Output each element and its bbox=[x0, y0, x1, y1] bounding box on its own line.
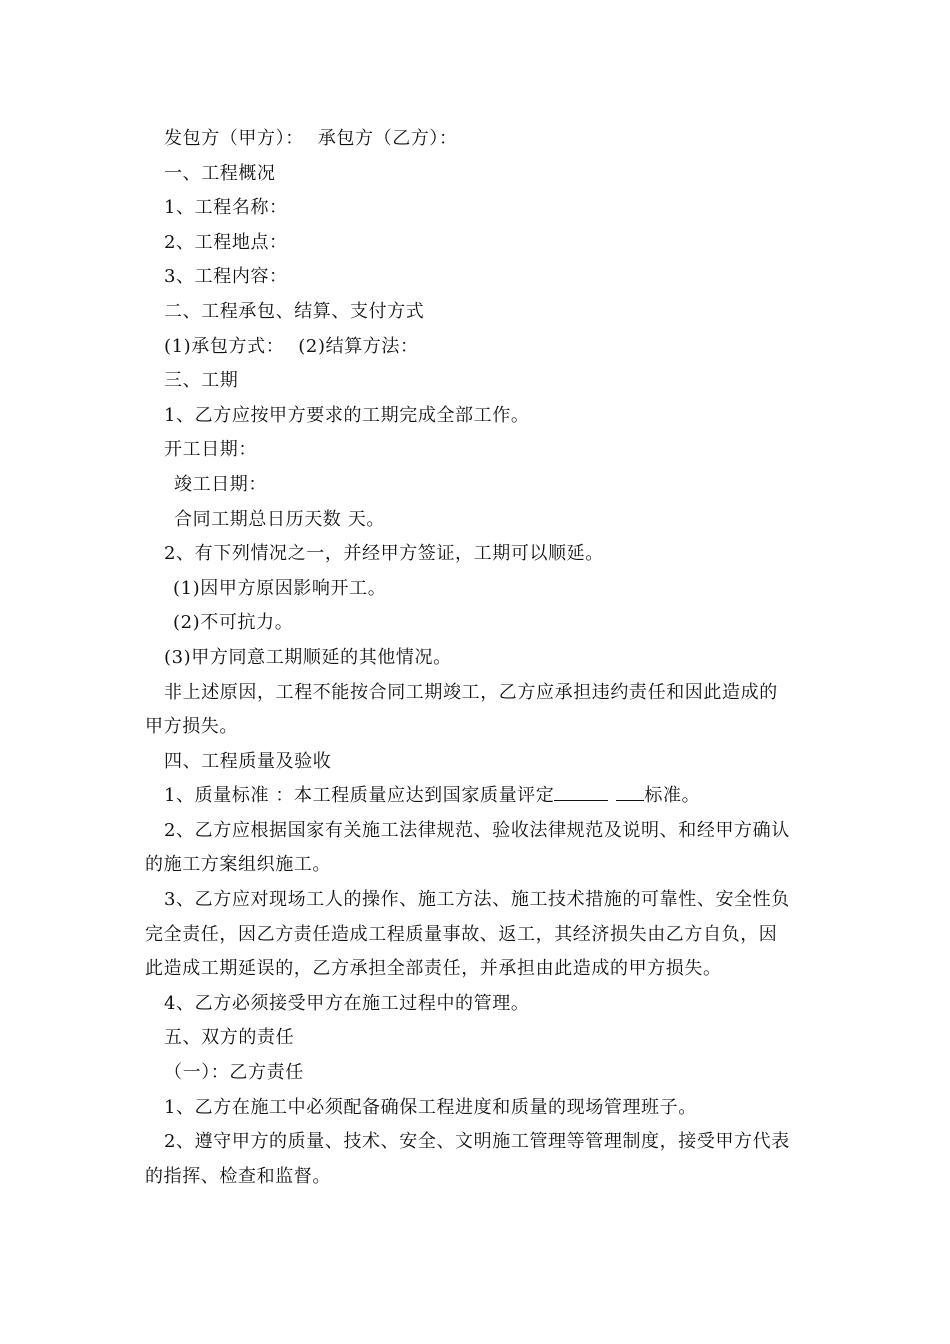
section-3-heading: 三、工期 bbox=[164, 370, 239, 392]
quality-standard-line bbox=[145, 779, 815, 814]
duties-paragraph-1: 1、乙方在施工中必须配备确保工程进度和质量的现场管理班子。 bbox=[164, 1096, 697, 1118]
quality-blank-2 bbox=[616, 785, 644, 801]
duties-paragraph-2-line-1: 2、遵守甲方的质量、技术、安全、文明施工管理等管理制度，接受甲方代表 bbox=[164, 1131, 790, 1153]
section-1-heading: 一、工程概况 bbox=[164, 162, 276, 184]
party-b-label: 承包方（乙方）： bbox=[317, 128, 458, 149]
quality-blank-1 bbox=[554, 785, 608, 801]
start-date-line: 开工日期： bbox=[164, 439, 257, 461]
settlement-method-label: (2)结算方法： bbox=[298, 335, 419, 357]
completion-date-line: 竣工日期： bbox=[174, 473, 267, 495]
quality-paragraph-3-line-3: 此造成工期延误的，乙方承担全部责任，并承担由此造成的甲方损失。 bbox=[145, 958, 722, 980]
schedule-paragraph-3-line-2: 甲方损失。 bbox=[145, 716, 238, 738]
project-content-line: 3、工程内容： bbox=[164, 266, 288, 288]
quality-paragraph-2-line-2: 的施工方案组织施工。 bbox=[145, 854, 331, 876]
extension-condition-3: (3)甲方同意工期顺延的其他情况。 bbox=[164, 646, 452, 668]
extension-condition-2: (2)不可抗力。 bbox=[173, 612, 294, 634]
duties-paragraph-2-line-2: 的指挥、检查和监督。 bbox=[145, 1165, 331, 1187]
quality-standard-prefix: 1、质量标准 ：本工程质量应达到国家质量评定 bbox=[164, 785, 555, 807]
extension-condition-1: (1)因甲方原因影响开工。 bbox=[173, 577, 387, 599]
schedule-paragraph-1: 1、乙方应按甲方要求的工期完成全部工作。 bbox=[164, 404, 530, 426]
contract-settlement-line bbox=[145, 330, 815, 365]
subsection-contractor-duties: （一）：乙方责任 bbox=[164, 1062, 304, 1084]
project-location-line: 2、工程地点： bbox=[164, 231, 288, 253]
section-4-heading: 四、工程质量及验收 bbox=[164, 750, 332, 772]
quality-standard-suffix: 标准。 bbox=[644, 785, 701, 807]
schedule-paragraph-3-line-1: 非上述原因，工程不能按合同工期竣工，乙方应承担违约责任和因此造成的 bbox=[164, 681, 778, 703]
party-a-label: 发包方（甲方）： bbox=[164, 128, 304, 149]
project-name-line: 1、工程名称： bbox=[164, 197, 288, 219]
contract-body bbox=[145, 122, 815, 1194]
contract-method-label: (1)承包方式： bbox=[164, 335, 285, 357]
parties-line bbox=[145, 122, 815, 157]
total-days-line: 合同工期总日历天数 天。 bbox=[174, 508, 385, 530]
quality-paragraph-3-line-2: 完全责任，因乙方责任造成工程质量事故、返工，其经济损失由乙方自负，因 bbox=[145, 923, 778, 945]
section-2-heading: 二、工程承包、结算、支付方式 bbox=[164, 300, 425, 322]
quality-paragraph-4: 4、乙方必须接受甲方在施工过程中的管理。 bbox=[164, 992, 530, 1014]
quality-paragraph-3-line-1: 3、乙方应对现场工人的操作、施工方法、施工技术措施的可靠性、安全性负 bbox=[164, 889, 790, 911]
schedule-paragraph-2: 2、有下列情况之一，并经甲方签证，工期可以顺延。 bbox=[164, 543, 604, 565]
section-5-heading: 五、双方的责任 bbox=[164, 1027, 295, 1049]
quality-paragraph-2-line-1: 2、乙方应根据国家有关施工法律规范、验收法律规范及说明、和经甲方确认 bbox=[164, 819, 790, 841]
